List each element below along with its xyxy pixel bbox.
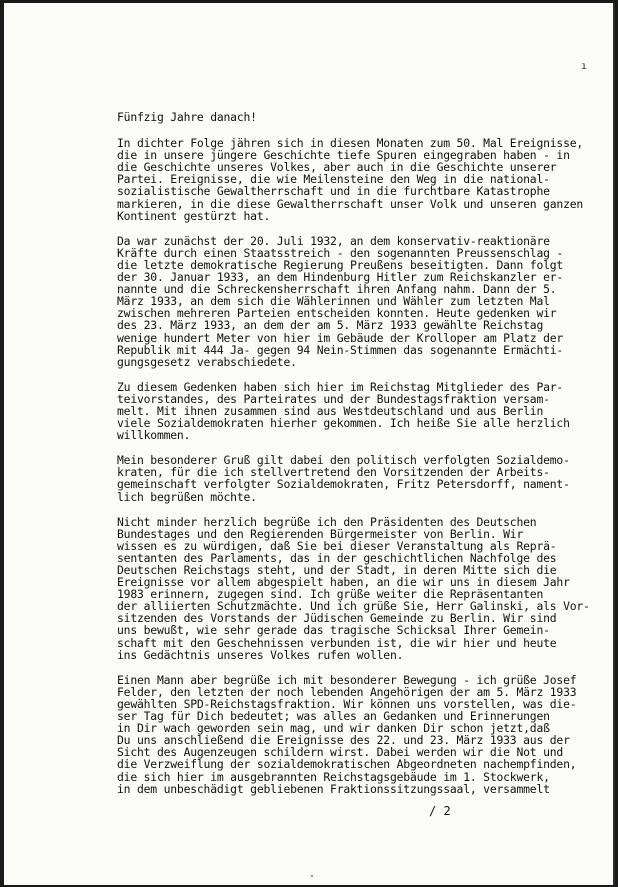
- text-line: gewählten SPD-Reichstagsfraktion. Wir können uns vorstellen, was die-: [117, 696, 577, 711]
- document-body: [117, 111, 597, 808]
- text-line: sentanten des Parlaments, das in der geschichtlichen Nachfolge des: [117, 550, 557, 565]
- document-title: Fünfzig Jahre danach!: [117, 110, 257, 124]
- text-line: Partei. Ereignisse, die wie Meilensteine den Weg in die national-: [117, 172, 550, 187]
- text-line: Republik mit 444 Ja- gegen 94 Nein-Stimmen das sogenannte Ermächti-: [117, 342, 564, 357]
- text-line: Da war zunächst der 20. Juli 1932, an dem konservativ-reaktionäre: [117, 233, 550, 248]
- text-line: wissen es zu würdigen, daß Sie bei dieser Veranstaltung als Reprä-: [117, 538, 557, 553]
- text-line: ins Gedächtnis unseres Volkes rufen wollen.: [117, 647, 404, 662]
- text-line: markieren, in die diese Gewaltherrschaft unser Volk und unseren ganzen: [117, 196, 584, 211]
- text-line: der alliierten Schutzmächte. Und ich grüße Sie, Herr Galinski, als Vor-: [117, 599, 590, 614]
- text-line: Nicht minder herzlich begrüße ich den Präsidenten des Deutschen: [117, 514, 537, 529]
- text-line: Felder, den letzten der noch lebenden Angehörigen der am 5. März 1933: [117, 684, 577, 699]
- text-line: melt. Mit ihnen zusammen sind aus Westdeutschland und aus Berlin: [117, 403, 544, 418]
- text-line: die sich hier im ausgebrannten Reichstagsgebäude im 1. Stockwerk,: [117, 769, 550, 784]
- text-line: wenige hundert Meter von hier im Gebäude der Krolloper am Platz der: [117, 330, 564, 345]
- text-line: Zu diesem Gedenken haben sich hier im Reichstag Mitglieder des Par-: [117, 379, 564, 394]
- paragraph: [117, 454, 597, 502]
- text-line: gungsgesetz verabschiedete.: [117, 354, 297, 369]
- text-line: die letzte demokratische Regierung Preußens beseitigten. Dann folgt: [117, 257, 564, 272]
- text-line: schaft mit den Geschehnissen verbunden ist, die wir hier und heute: [117, 635, 557, 650]
- text-line: März 1933, an dem sich die Wählerinnen und Wähler zum letzten Mal: [117, 294, 550, 309]
- paragraph: [117, 674, 597, 795]
- paragraph: [117, 381, 597, 441]
- text-line: in Dir wach geworden sein mag, und wir danken Dir schon jetzt,daß: [117, 721, 550, 736]
- text-line: In dichter Folge jähren sich in diesen Monaten zum 50. Mal Ereignisse,: [117, 136, 584, 151]
- text-line: Du uns anschließend die Ereignisse des 22. und 23. März 1933 aus der: [117, 733, 570, 748]
- paragraph: [117, 137, 597, 222]
- text-line: nannte und die Schreckensherrschaft ihren Anfang nahm. Dann der 5.: [117, 282, 557, 297]
- paragraph: [117, 516, 597, 661]
- text-line: Mein besonderer Gruß gilt dabei den politisch verfolgten Sozialdemo-: [117, 453, 570, 468]
- text-line: Deutschen Reichstags steht, und der Stadt, in deren Mitte sich die: [117, 563, 557, 577]
- edge-mark: ı: [581, 61, 588, 72]
- text-line: Ereignisse vor allem abgespielt haben, an die wir uns in diesem Jahr: [117, 575, 570, 590]
- text-line: sitzenden des Vorstands der Jüdischen Gemeinde zu Berlin. Wir sind: [117, 611, 557, 626]
- text-line: teivorstandes, des Parteirates und der Bundestagsfraktion versam-: [117, 391, 550, 406]
- text-line: viele Sozialdemokraten hierher gekommen. Ich heiße Sie alle herzlich: [117, 416, 570, 431]
- text-line: Kräfte durch einen Staatsstreich - den sogenannten Preussenschlag -: [117, 245, 564, 260]
- text-line: Bundestages und den Regierenden Bürgermeister von Berlin. Wir: [117, 526, 524, 541]
- text-line: Sicht des Augenzeugen schildern wirst. Dabei werden wir die Not und: [117, 745, 564, 760]
- text-line: ser Tag für Dich bedeutet; was alles an Gedanken und Erinnerungen: [117, 709, 550, 724]
- text-line: willkommen.: [117, 428, 191, 443]
- text-line: die in unsere jüngere Geschichte tiefe Spuren eingegraben haben - in: [117, 148, 570, 163]
- page-number: / 2: [429, 804, 451, 818]
- text-line: der 30. Januar 1933, an dem Hindenburg Hitler zum Reichskanzler er-: [117, 270, 564, 285]
- text-line: die Verzweiflung der sozialdemokratischen Abgeordneten nachempfinden,: [117, 757, 577, 772]
- text-line: uns bewußt, wie sehr gerade das tragische Schicksal Ihrer Gemein-: [117, 623, 550, 638]
- text-line: sozialistische Gewaltherrschaft und in die furchtbare Katastrophe: [117, 184, 550, 199]
- text-line: Kontinent gestürzt hat.: [117, 208, 271, 223]
- text-line: kraten, für die ich stellvertretend den Vorsitzenden der Arbeits-: [117, 465, 550, 480]
- footer-mark: ·: [309, 871, 316, 882]
- text-line: 1983 erinnern, zugegen sind. Ich grüße weiter die Repräsentanten: [117, 587, 544, 602]
- text-line: zwischen mehreren Parteien entscheiden konnten. Heute gedenken wir: [117, 306, 557, 321]
- text-line: gemeinschaft verfolgter Sozialdemokraten, Fritz Petersdorff, nament-: [117, 477, 570, 492]
- text-line: in dem unbeschädigt gebliebenen Fraktionssitzungssaal, versammelt: [117, 781, 550, 796]
- document-page: [4, 3, 615, 885]
- text-line: die Geschichte unseres Volkes, aber auch in die Geschichte unserer: [117, 160, 557, 175]
- text-line: lich begrüßen möchte.: [117, 489, 257, 504]
- text-line: des 23. März 1933, an dem der am 5. März 1933 gewählte Reichstag: [117, 318, 544, 333]
- paragraph: [117, 235, 597, 368]
- text-line: Einen Mann aber begrüße ich mit besonderer Bewegung - ich grüße Josef: [117, 672, 577, 687]
